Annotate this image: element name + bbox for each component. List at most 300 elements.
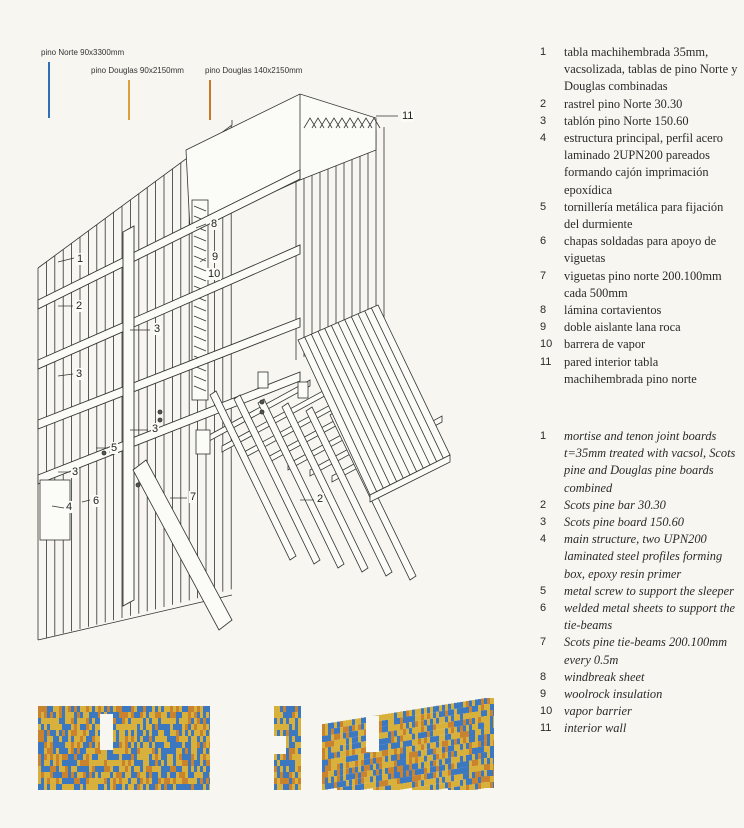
board-strip (409, 776, 412, 782)
board-strip (71, 730, 74, 736)
board-strip (98, 760, 101, 766)
board-strip (490, 782, 493, 788)
board-strip (74, 730, 77, 736)
board-strip (448, 782, 451, 788)
board-strip (119, 748, 122, 754)
board-strip (170, 784, 173, 790)
board-strip (286, 766, 289, 772)
board-strip (292, 706, 295, 712)
board-strip (53, 706, 56, 712)
board-strip (185, 784, 188, 790)
board-strip (77, 742, 80, 748)
board-strip (436, 748, 439, 754)
callout-2-wall: 2 (76, 300, 83, 312)
board-strip (71, 778, 74, 784)
board-strip (44, 718, 47, 724)
board-strip (164, 712, 167, 718)
board-strip (466, 785, 469, 790)
board-strip (92, 784, 95, 790)
board-strip (337, 740, 340, 746)
elevation-left-boards (38, 706, 210, 790)
board-strip (89, 712, 92, 718)
board-strip (104, 754, 107, 760)
board-strip (406, 711, 409, 717)
board-strip (200, 730, 203, 736)
board-strip (472, 718, 475, 724)
board-strip (400, 784, 403, 790)
board-strip (119, 706, 122, 712)
board-strip (146, 736, 149, 742)
board-strip (59, 748, 62, 754)
board-strip (415, 769, 418, 775)
board-strip (415, 709, 418, 715)
callout-1: 1 (77, 253, 84, 265)
board-strip (403, 783, 406, 789)
board-strip (143, 760, 146, 766)
board-strip (367, 753, 370, 759)
note-number: 10 (540, 705, 553, 718)
board-strip (44, 724, 47, 730)
board-strip (95, 760, 98, 766)
board-strip (478, 747, 481, 753)
board-strip (92, 730, 95, 736)
board-strip (209, 736, 210, 742)
board-strip (182, 748, 185, 754)
note-item (540, 634, 740, 668)
board-strip (454, 703, 457, 709)
board-strip (95, 742, 98, 748)
board-strip (50, 706, 53, 712)
board-strip (418, 775, 421, 781)
board-strip (143, 754, 146, 760)
board-strip (167, 760, 170, 766)
board-strip (140, 748, 143, 754)
board-strip (155, 712, 158, 718)
board-strip (286, 718, 289, 724)
board-strip (179, 730, 182, 736)
board-strip (469, 706, 472, 712)
board-strip (385, 732, 388, 738)
board-strip (53, 754, 56, 760)
board-strip (406, 765, 409, 771)
board-strip (286, 784, 289, 790)
board-strip (62, 754, 65, 760)
board-strip (113, 748, 116, 754)
board-strip (472, 772, 475, 778)
board-strip (490, 740, 493, 746)
board-strip (430, 761, 433, 767)
board-strip (152, 784, 155, 790)
board-strip (412, 752, 415, 758)
board-strip (80, 748, 83, 754)
board-strip (56, 784, 59, 790)
board-strip (137, 724, 140, 730)
board-strip (385, 738, 388, 744)
board-strip (173, 784, 176, 790)
board-strip (86, 748, 89, 754)
board-strip (62, 748, 65, 754)
board-strip (134, 742, 137, 748)
board-strip (460, 750, 463, 756)
board-strip (385, 714, 388, 720)
board-strip (409, 722, 412, 728)
board-strip (188, 742, 191, 748)
board-strip (409, 764, 412, 770)
board-strip (167, 736, 170, 742)
board-strip (71, 706, 74, 712)
board-strip (53, 784, 56, 790)
board-strip (71, 736, 74, 742)
board-strip (487, 770, 490, 776)
board-strip (355, 725, 358, 731)
board-strip (274, 718, 277, 724)
board-strip (460, 720, 463, 726)
board-strip (146, 784, 149, 790)
board-strip (170, 730, 173, 736)
board-strip (53, 760, 56, 766)
board-strip (481, 711, 484, 717)
board-strip (463, 719, 466, 725)
board-strip (280, 718, 283, 724)
board-strip (328, 747, 331, 753)
board-strip (484, 710, 487, 716)
board-strip (406, 747, 409, 753)
board-strip (406, 729, 409, 735)
board-strip (430, 785, 433, 790)
board-strip (179, 784, 182, 790)
board-strip (170, 706, 173, 712)
board-strip (122, 784, 125, 790)
board-strip (68, 766, 71, 772)
board-strip (484, 770, 487, 776)
board-strip (38, 766, 41, 772)
board-strip (337, 752, 340, 758)
board-strip (379, 775, 382, 781)
board-strip (439, 705, 442, 711)
board-strip (478, 783, 481, 789)
board-strip (337, 758, 340, 764)
board-strip (484, 734, 487, 740)
board-strip (92, 724, 95, 730)
board-strip (116, 712, 119, 718)
board-strip (59, 724, 62, 730)
board-strip (424, 708, 427, 714)
board-strip (436, 730, 439, 736)
board-strip (424, 756, 427, 762)
board-strip (457, 786, 460, 790)
board-strip (38, 784, 41, 790)
board-strip (280, 766, 283, 772)
board-strip (298, 754, 301, 760)
board-strip (355, 767, 358, 773)
board-strip (481, 783, 484, 789)
board-strip (176, 742, 179, 748)
board-strip (203, 784, 206, 790)
board-strip (283, 730, 286, 736)
board-strip (200, 766, 203, 772)
board-strip (47, 706, 50, 712)
board-strip (433, 724, 436, 730)
board-strip (155, 784, 158, 790)
board-strip (56, 736, 59, 742)
board-strip (433, 754, 436, 760)
board-strip (391, 767, 394, 773)
board-strip (197, 736, 200, 742)
board-strip (53, 778, 56, 784)
board-strip (475, 712, 478, 718)
board-strip (343, 769, 346, 775)
board-strip (161, 742, 164, 748)
board-strip (337, 722, 340, 728)
board-strip (448, 716, 451, 722)
board-strip (469, 784, 472, 790)
board-strip (47, 778, 50, 784)
board-strip (158, 724, 161, 730)
board-strip (149, 724, 152, 730)
board-strip (475, 742, 478, 748)
board-strip (155, 760, 158, 766)
board-strip (478, 777, 481, 783)
board-strip (409, 782, 412, 788)
board-strip (379, 769, 382, 775)
board-strip (292, 730, 295, 736)
board-strip (98, 784, 101, 790)
board-strip (77, 760, 80, 766)
board-strip (466, 719, 469, 725)
board-strip (80, 760, 83, 766)
note-text: estructura principal, perfil acero laminado 2UPN200 pareados formando cajón imprimación epoxídica (564, 131, 723, 197)
board-strip (131, 778, 134, 784)
board-strip (203, 778, 206, 784)
board-strip (173, 742, 176, 748)
note-text: woolrock insulation (564, 687, 663, 702)
board-strip (298, 784, 301, 790)
callout-3-lower: 3 (72, 466, 79, 478)
board-strip (38, 736, 41, 742)
board-strip (466, 761, 469, 767)
board-strip (80, 742, 83, 748)
board-strip (194, 784, 197, 790)
board-strip (131, 772, 134, 778)
board-strip (463, 737, 466, 743)
board-strip (176, 754, 179, 760)
board-strip (170, 754, 173, 760)
board-strip (409, 716, 412, 722)
board-strip (122, 706, 125, 712)
board-strip (490, 722, 493, 728)
board-strip (325, 772, 328, 778)
board-strip (283, 706, 286, 712)
board-strip (460, 786, 463, 790)
board-strip (349, 762, 352, 768)
board-strip (322, 742, 325, 748)
board-strip (134, 712, 137, 718)
board-strip (44, 730, 47, 736)
board-strip (131, 736, 134, 742)
bolt (158, 418, 162, 422)
board-strip (418, 727, 421, 733)
board-strip (277, 730, 280, 736)
board-strip (89, 766, 92, 772)
board-strip (364, 753, 367, 759)
board-strip (203, 730, 206, 736)
board-strip (104, 706, 107, 712)
board-strip (209, 730, 210, 736)
board-strip (182, 784, 185, 790)
board-strip (152, 724, 155, 730)
board-strip (161, 784, 164, 790)
board-strip (185, 718, 188, 724)
board-strip (44, 742, 47, 748)
callout-8: 8 (211, 218, 218, 230)
board-strip (116, 706, 119, 712)
board-strip (469, 754, 472, 760)
board-strip (322, 772, 325, 778)
board-strip (331, 777, 334, 783)
board-strip (367, 771, 370, 777)
board-strip (340, 739, 343, 745)
board-strip (128, 748, 131, 754)
board-strip (62, 742, 65, 748)
board-strip (472, 700, 475, 706)
board-strip (101, 784, 104, 790)
board-strip (167, 742, 170, 748)
board-strip (337, 776, 340, 782)
board-strip (418, 745, 421, 751)
board-strip (382, 738, 385, 744)
board-strip (373, 776, 376, 782)
board-strip (274, 778, 277, 784)
board-strip (454, 739, 457, 745)
note-item (540, 44, 740, 96)
board-strip (397, 784, 400, 790)
board-strip (101, 766, 104, 772)
board-strip (107, 706, 110, 712)
callout-2-floor: 2 (317, 493, 324, 505)
board-strip (164, 742, 167, 748)
board-strip (86, 772, 89, 778)
board-strip (71, 748, 74, 754)
board-strip (280, 712, 283, 718)
board-strip (460, 780, 463, 786)
board-strip (481, 765, 484, 771)
board-strip (493, 782, 494, 788)
board-strip (340, 727, 343, 733)
board-strip (209, 706, 210, 712)
board-strip (394, 736, 397, 742)
board-strip (349, 720, 352, 726)
board-strip (349, 786, 352, 790)
board-strip (122, 712, 125, 718)
board-strip (95, 754, 98, 760)
board-strip (460, 768, 463, 774)
board-strip (200, 778, 203, 784)
board-strip (185, 730, 188, 736)
board-strip (448, 776, 451, 782)
board-strip (155, 766, 158, 772)
board-strip (397, 742, 400, 748)
board-strip (50, 718, 53, 724)
board-strip (292, 778, 295, 784)
board-strip (430, 767, 433, 773)
board-strip (173, 712, 176, 718)
board-strip (352, 737, 355, 743)
board-strip (53, 718, 56, 724)
board-strip (140, 766, 143, 772)
board-strip (352, 755, 355, 761)
board-strip (56, 706, 59, 712)
note-number: 1 (540, 430, 547, 442)
board-strip (77, 730, 80, 736)
board-strip (137, 736, 140, 742)
board-strip (158, 784, 161, 790)
board-strip (439, 723, 442, 729)
board-strip (322, 766, 325, 772)
board-strip (421, 756, 424, 762)
note-number: 5 (540, 200, 547, 213)
board-strip (322, 748, 325, 754)
board-strip (280, 784, 283, 790)
board-strip (191, 784, 194, 790)
board-strip (170, 742, 173, 748)
board-strip (454, 733, 457, 739)
board-strip (152, 766, 155, 772)
board-strip (119, 742, 122, 748)
board-strip (50, 760, 53, 766)
board-strip (131, 754, 134, 760)
board-strip (346, 744, 349, 750)
board-strip (289, 766, 292, 772)
board-strip (206, 712, 209, 718)
board-strip (460, 726, 463, 732)
board-strip (125, 724, 128, 730)
board-strip (188, 706, 191, 712)
board-strip (59, 718, 62, 724)
board-strip (349, 732, 352, 738)
board-strip (325, 736, 328, 742)
note-item (540, 319, 740, 336)
note-text: tablón pino Norte 150.60 (564, 113, 689, 128)
board-strip (41, 718, 44, 724)
board-strip (475, 718, 478, 724)
board-strip (203, 736, 206, 742)
board-strip (113, 760, 116, 766)
board-strip (328, 741, 331, 747)
board-strip (487, 758, 490, 764)
board-strip (343, 763, 346, 769)
board-strip (137, 760, 140, 766)
board-strip (424, 744, 427, 750)
board-strip (484, 722, 487, 728)
board-strip (167, 754, 170, 760)
board-strip (71, 742, 74, 748)
board-strip (59, 742, 62, 748)
board-strip (292, 760, 295, 766)
board-strip (140, 712, 143, 718)
board-strip (71, 760, 74, 766)
board-strip (74, 712, 77, 718)
board-strip (206, 742, 209, 748)
board-strip (182, 742, 185, 748)
board-strip (155, 730, 158, 736)
board-strip (352, 773, 355, 779)
board-strip (490, 734, 493, 740)
board-strip (469, 700, 472, 706)
board-strip (110, 778, 113, 784)
board-strip (490, 758, 493, 764)
board-strip (125, 736, 128, 742)
board-strip (343, 751, 346, 757)
